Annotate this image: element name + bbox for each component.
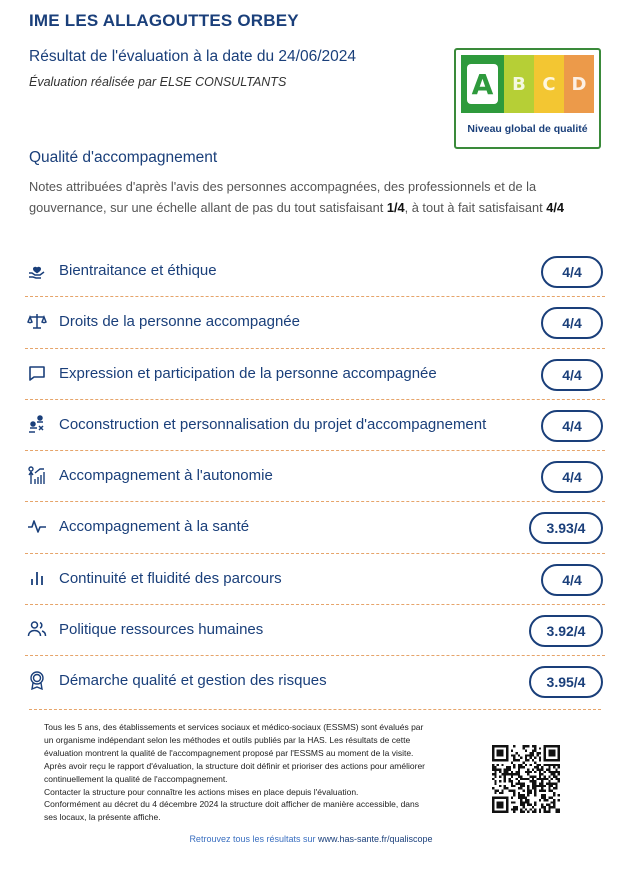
scale-max: 4/4 xyxy=(546,200,564,215)
speech-bubble-icon xyxy=(27,363,47,383)
footer-line: évaluation montrent la qualité de l'accompagnement proposé par l'ESSMS au moment de la visite. xyxy=(44,747,414,758)
footer-line: Conformément au décret du 4 décembre 2024 la structure doit afficher de manière accessible, dans xyxy=(44,799,419,810)
footer-line: Tous les 5 ans, des établissements et services sociaux et médico-sociaux (ESSMS) sont évalués par xyxy=(44,722,424,732)
criterion-label: Expression et participation de la personne accompagnée xyxy=(59,364,437,382)
criterion-score: 4/4 xyxy=(541,564,603,596)
criterion-row xyxy=(25,349,605,400)
evaluator: Évaluation réalisée par ELSE CONSULTANTS xyxy=(29,75,287,89)
criterion-label: Bientraitance et éthique xyxy=(59,262,217,279)
quality-scale xyxy=(461,55,594,113)
criterion-score: 4/4 xyxy=(541,461,603,493)
section-description: Notes attribuées d'après l'avis des personnes accompagnées, des professionnels et de la gouvernance, sur une échelle allant de pas du tout satisfaisant 1/4, à tout à fait satisfaisant 4/4 xyxy=(29,179,564,215)
footer-line: un organisme indépendant selon les méthodes et outils publiés par la HAS. Les résultats de cette xyxy=(44,734,411,745)
criterion-label: Politique ressources humaines xyxy=(59,621,264,639)
page-title: IME LES ALLAGOUTTES ORBEY xyxy=(29,11,299,30)
criterion-score: 3.95/4 xyxy=(529,666,603,698)
award-icon xyxy=(27,670,47,690)
people-exchange-icon xyxy=(27,414,47,434)
results-link[interactable]: Retrouvez tous les résultats sur www.has-sante.fr/qualiscope xyxy=(189,834,433,844)
qr-code[interactable] xyxy=(492,745,560,813)
grade-d: D xyxy=(564,55,594,113)
footer-line: Contacter la structure pour connaître les actions mises en place depuis l'évaluation. xyxy=(44,786,359,797)
users-icon xyxy=(27,619,47,639)
criterion-row xyxy=(25,246,605,297)
hands-heart-icon xyxy=(27,260,47,280)
criterion-row xyxy=(25,554,605,605)
criterion-score: 4/4 xyxy=(541,359,603,391)
criterion-label: Accompagnement à l'autonomie xyxy=(59,467,273,485)
footer-notice xyxy=(44,721,482,824)
criterion-score: 3.92/4 xyxy=(529,615,603,647)
footer-line: ses locaux, la présente affiche. xyxy=(44,812,161,823)
evaluation-date: Résultat de l'évaluation à la date du 24/06/2024 xyxy=(29,48,356,65)
quality-level-badge xyxy=(454,48,601,149)
grade-a: A xyxy=(461,55,504,113)
criterion-score: 3.93/4 xyxy=(529,512,603,544)
section-title: Qualité d'accompagnement xyxy=(29,149,218,166)
criterion-label: Démarche qualité et gestion des risques xyxy=(59,672,327,690)
criterion-label: Droits de la personne accompagnée xyxy=(59,313,300,331)
criterion-score: 4/4 xyxy=(541,256,603,288)
criterion-score: 4/4 xyxy=(541,410,603,442)
badge-caption: Niveau global de qualité xyxy=(467,123,588,135)
heartbeat-icon xyxy=(27,516,47,536)
grade-b: B xyxy=(504,55,534,113)
scale-icon xyxy=(27,311,47,331)
footer-line: Après avoir reçu le rapport d'évaluation, la structure doit définir et prioriser des actions pour améliorer xyxy=(44,760,426,771)
criterion-label: Accompagnement à la santé xyxy=(59,518,250,536)
criterion-row xyxy=(25,400,605,451)
criterion-row xyxy=(25,502,605,553)
bar-chart-icon xyxy=(27,568,47,588)
scale-min: 1/4 xyxy=(386,200,405,215)
criterion-row xyxy=(25,451,605,502)
criterion-score: 4/4 xyxy=(541,307,603,339)
grade-c: C xyxy=(534,55,564,113)
criterion-row xyxy=(25,605,605,656)
criterion-label: Continuité et fluidité des parcours xyxy=(59,569,282,587)
person-growth-icon xyxy=(27,465,47,485)
criteria-list xyxy=(25,246,605,707)
footer-line: continuellement la qualité de l'accompagnement. xyxy=(44,773,228,784)
divider xyxy=(29,709,601,710)
criterion-row xyxy=(25,656,605,706)
criterion-row xyxy=(25,297,605,348)
criterion-label: Coconstruction et personnalisation du projet d'accompagnement xyxy=(59,415,487,433)
